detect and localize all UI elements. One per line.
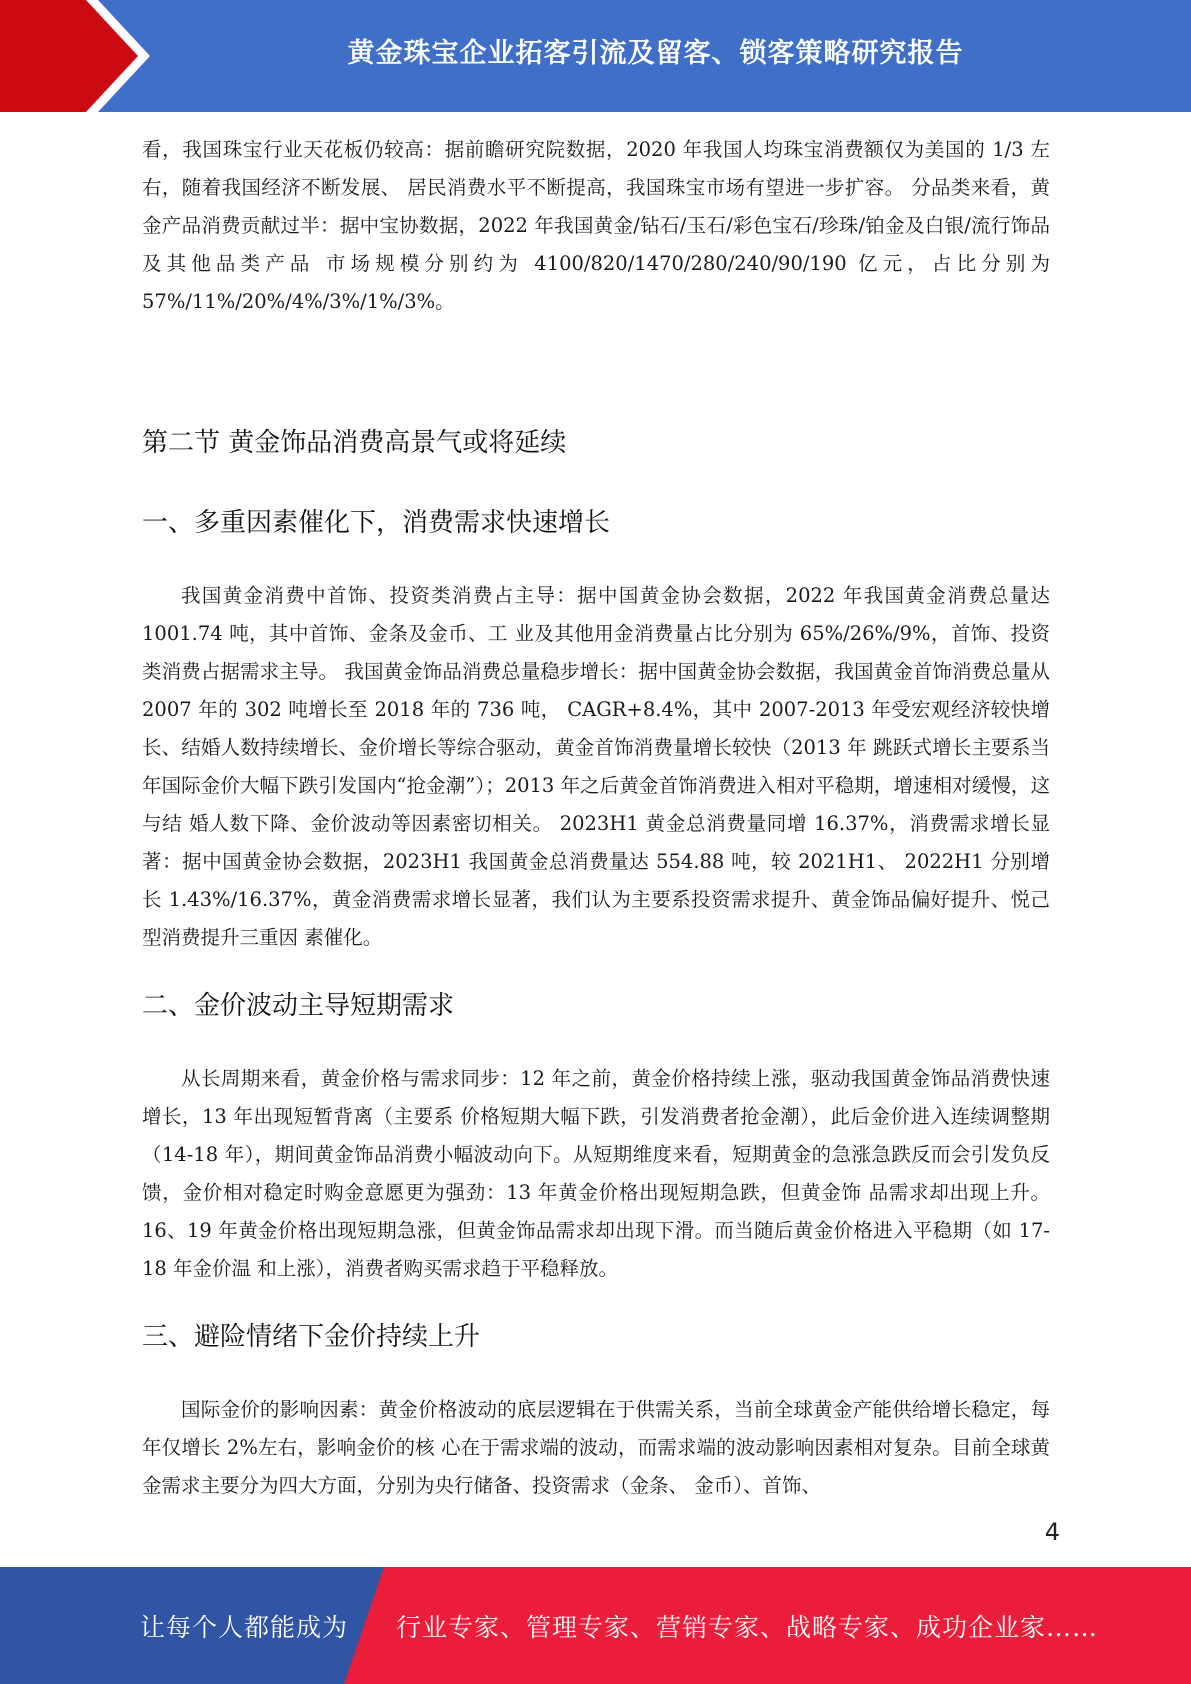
- page-number: 4: [1044, 1518, 1060, 1546]
- subsection-title-1: 一、多重因素催化下，消费需求快速增长: [142, 508, 611, 538]
- subsection-paragraph-2: 从长周期来看，黄金价格与需求同步：12 年之前，黄金价格持续上涨，驱动我国黄金饰品消费快速增长，13 年出现短暂背离（主要系 价格短期大幅下跌，引发消费者抢金潮），此后金价进入连续调整期（14-18 年），期间黄金饰品消费小幅波动向下。从短期维度来看，短期黄金的急涨急跌反而会引发负反馈，金价相对稳定时购金意愿更为强劲：13 年黄金价格出现短期急跌，但黄金饰 品需求却出现上升。16、19 年黄金价格出现短期急涨，但黄金饰品需求却出现下滑。而当随后黄金价格进入平稳期（如 17-18 年金价温 和上涨），消费者购买需求趋于平稳释放。: [142, 1067, 1050, 1280]
- subsection-paragraph-3: 国际金价的影响因素：黄金价格波动的底层逻辑在于供需关系，当前全球黄金产能供给增长稳定，每年仅增长 2%左右，影响金价的核 心在于需求端的波动，而需求端的波动影响因素相对复杂。目前全球黄金需求主要分为四大方面，分别为央行储备、投资需求（金条、 金币）、首饰、: [142, 1398, 1050, 1497]
- header-arrow-graphic: [0, 0, 150, 112]
- subsection-paragraph-1: 我国黄金消费中首饰、投资类消费占主导：据中国黄金协会数据，2022 年我国黄金消费总量达 1001.74 吨，其中首饰、金条及金币、工 业及其他用金消费量占比分别为 65%/26%/9%，首饰、投资类消费占据需求主导。 我国黄金饰品消费总量稳步增长：据中国黄金协会数据，我国黄金首饰消费总量从 2007 年的 302 吨增长至 2018 年的 736 吨， CAGR+8.4%，其中 2007-2013 年受宏观经济较快增长、结婚人数持续增长、金价增长等综合驱动，黄金首饰消费量增长较快（2013 年 跳跃式增长主要系当年国际金价大幅下跌引发国内“抢金潮”）；2013 年之后黄金首饰消费进入相对平稳期，增速相对缓慢，这与结 婚人数下降、金价波动等因素密切相关。 2023H1 黄金总消费量同增 16.37%，消费需求增长显著：据中国黄金协会数据，2023H1 我国黄金总消费量达 554.88 吨，较 2021H1、 2022H1 分别增长 1.43%/16.37%，黄金消费需求增长显著，我们认为主要系投资需求提升、黄金饰品偏好提升、悦己型消费提升三重因 素催化。: [142, 584, 1050, 949]
- footer-slogan-right: 行业专家、管理专家、营销专家、战略专家、成功企业家……: [396, 1612, 1099, 1642]
- intro-paragraph: 看，我国珠宝行业天花板仍较高：据前瞻研究院数据，2020 年我国人均珠宝消费额仅为美国的 1/3 左右，随着我国经济不断发展、 居民消费水平不断提高，我国珠宝市场有望进一步扩容。 分品类来看，黄金产品消费贡献过半：据中宝协数据，2022 年我国黄金/钻石/玉石/彩色宝石/珍珠/铂金及白银/流行饰品及其他品类产品 市场规模分别约为 4100/820/1470/280/240/90/190 亿元，占比分别为 57%/11%/20%/4%/3%/1%/3%。: [142, 138, 1050, 313]
- page-header: [0, 0, 1191, 112]
- report-title: 黄金珠宝企业拓客引流及留客、锁客策略研究报告: [347, 37, 964, 69]
- section-title: 第二节 黄金饰品消费高景气或将延续: [142, 428, 567, 458]
- subsection-title-3: 三、避险情绪下金价持续上升: [142, 1322, 481, 1352]
- subsection-title-2: 二、金价波动主导短期需求: [142, 991, 455, 1021]
- page-footer: [0, 1567, 1191, 1684]
- document-body: [142, 131, 1050, 1505]
- footer-slogan-left: 让每个人都能成为: [140, 1612, 349, 1642]
